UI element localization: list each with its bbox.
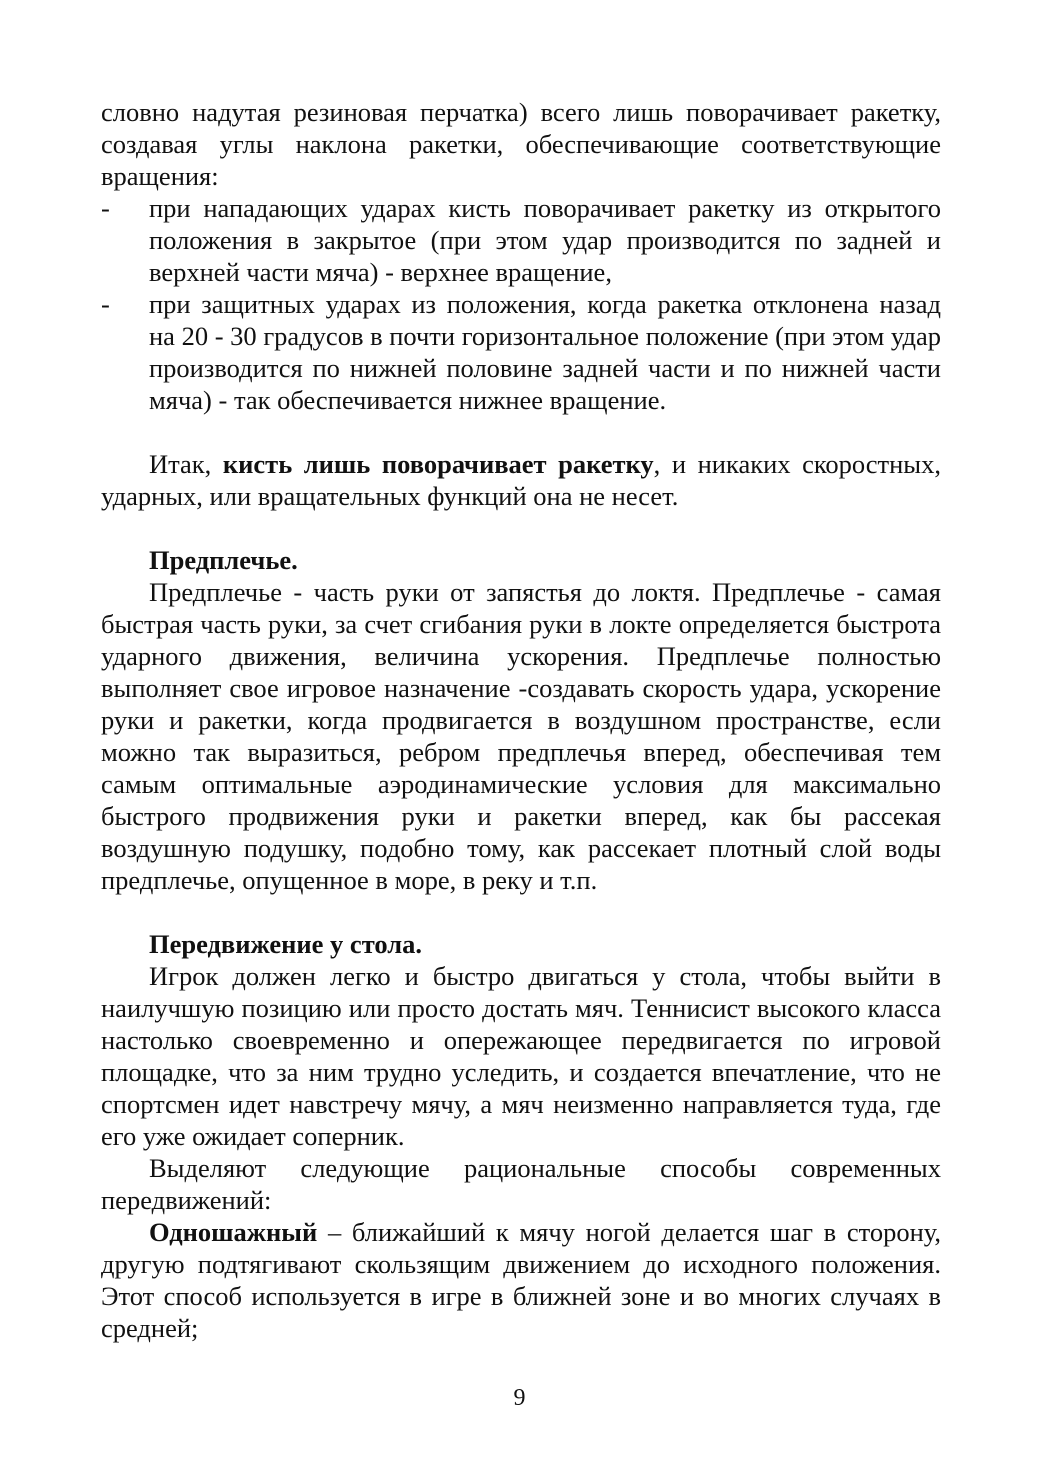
- list-item: [101, 288, 941, 416]
- one-step-term: Одношажный: [149, 1217, 318, 1247]
- movement-paragraph: Игрок должен легко и быстро двигаться у стола, чтобы выйти в наилучшую позицию или просто достать мяч. Теннисист высокого класса настолько своевременно и опережающее передвигается по игровой площадке, что за ним трудно уследить, и создается впечатление, что не спортсмен идет навстречу мячу, а мяч неизменно направляется туда, где его уже ожидает соперник.: [101, 961, 941, 1151]
- list-item: [101, 192, 941, 288]
- list-item-text: при нападающих ударах кисть поворачивает ракетку из открытого положения в закрытое (при этом удар производится по задней и верхней части мяча) - верхнее вращение,: [149, 193, 941, 287]
- summary-paragraph: [101, 448, 941, 512]
- section-heading-forearm: Предплечье.: [149, 545, 298, 575]
- summary-text-start: Итак,: [149, 449, 223, 479]
- dash-list: [101, 192, 941, 416]
- dash-marker: -: [101, 289, 110, 319]
- list-item-text: при защитных ударах из положения, когда ракетка отклонена назад на 20 - 30 градусов в почти горизонтальное положение (при этом удар производится по нижней половине задней части и по нижней части мяча) - так обеспечивается нижнее вращение.: [149, 289, 941, 415]
- movement-methods-paragraph: Выделяют следующие рациональные способы современных передвижений:: [101, 1153, 941, 1215]
- summary-emphasis: кисть лишь поворачивает ракетку: [222, 449, 654, 479]
- intro-paragraph: словно надутая резиновая перчатка) всего лишь поворачивает ракетку, создавая углы наклона ракетки, обеспечивающие соответствующие вращения:: [101, 97, 941, 191]
- summary-text-end: , и никаких скоростных, ударных, или вращательных функций она не несет.: [101, 449, 941, 511]
- section-heading-movement: Передвижение у стола.: [149, 929, 423, 959]
- spacer: [101, 416, 941, 448]
- one-step-paragraph: [101, 1216, 941, 1344]
- dash-marker: -: [101, 193, 110, 223]
- page-body: [101, 96, 941, 1344]
- page-number: 9: [513, 1385, 526, 1411]
- spacer: [101, 512, 941, 544]
- one-step-description: – ближайший к мячу ногой делается шаг в сторону, другую подтягивают скользящим движением до исходного положения. Этот способ используется в игре в ближней зоне и во многих случаях в средней;: [101, 1217, 941, 1343]
- spacer: [101, 896, 941, 928]
- forearm-paragraph: Предплечье - часть руки от запястья до локтя. Предплечье - самая быстрая часть руки, за счет сгибания руки в локте определяется быстрота ударного движения, величина ускорения. Предплечье полностью выполняет свое игровое назначение -создавать скорость удара, ускорение руки и ракетки, когда продвигается в воздушном пространстве, если можно так выразиться, ребром предплечья вперед, обеспечивая тем самым оптимальные аэродинамические условия для максимально быстрого продвижения руки и ракетки вперед, как бы рассекая воздушную подушку, подобно тому, как рассекает плотный слой воды предплечье, опущенное в море, в реку и т.п.: [101, 577, 941, 895]
